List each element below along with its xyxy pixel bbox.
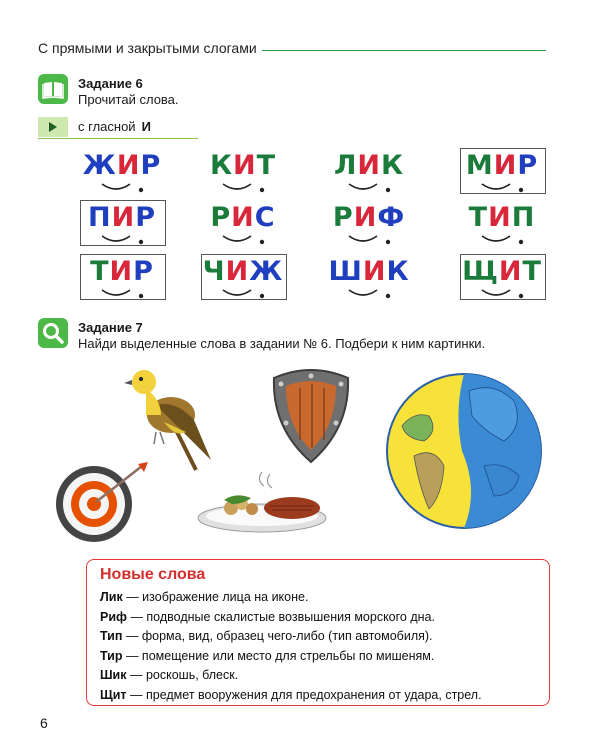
word-consonant: Л	[333, 150, 358, 181]
syllable-arc	[482, 290, 510, 295]
syllable-marks	[62, 150, 182, 198]
syllable-dot	[386, 188, 390, 192]
syllable-word	[183, 256, 303, 304]
bird-picture	[116, 360, 226, 475]
syllable-word	[183, 150, 303, 198]
word-consonant: П	[511, 202, 536, 233]
new-word-definition: — помещение или место для стрельбы по мишеням.	[122, 648, 435, 663]
new-word-entry	[100, 610, 435, 624]
word-consonant: К	[209, 150, 234, 181]
header-divider	[262, 50, 546, 51]
syllable-arc	[102, 290, 130, 295]
syllable-marks	[309, 202, 429, 250]
word-consonant: Ж	[249, 256, 284, 287]
word-consonant: Р	[332, 202, 354, 233]
magnifier-icon	[38, 318, 68, 348]
syllable-marks	[442, 202, 562, 250]
word-consonant: М	[465, 150, 494, 181]
vowel-band-letter: И	[141, 119, 151, 134]
task6-title: Задание 6	[78, 76, 143, 91]
word-consonant: П	[87, 202, 112, 233]
syllable-arc	[482, 184, 510, 189]
syllable-arc	[102, 184, 130, 189]
syllable-word	[442, 202, 562, 250]
syllable-arc	[349, 236, 377, 241]
syllable-word	[442, 256, 562, 304]
word-consonant: Р	[140, 150, 162, 181]
syllable-dot	[519, 240, 523, 244]
new-word-entry	[100, 590, 308, 604]
word-consonant: Р	[517, 150, 539, 181]
new-word-definition: — роскошь, блеск.	[126, 668, 239, 682]
target-picture	[54, 460, 150, 544]
vowel-band-text	[78, 119, 151, 134]
word-vowel: И	[233, 150, 257, 181]
word-consonant: Р	[210, 202, 232, 233]
globe-picture	[384, 371, 544, 531]
new-word-term: Шик	[100, 668, 127, 682]
new-word-term: Риф	[100, 609, 127, 624]
word-consonant: Ф	[377, 202, 406, 233]
word-vowel: И	[111, 202, 136, 233]
shield-picture	[266, 368, 356, 464]
page-number: 6	[40, 715, 48, 731]
syllable-marks	[183, 150, 303, 198]
word-consonant: К	[380, 150, 405, 181]
word-consonant: С	[254, 202, 276, 233]
word-vowel: И	[493, 150, 518, 181]
word-consonant: Т	[256, 150, 277, 181]
word-consonant: К	[386, 256, 410, 287]
syllable-arc	[102, 236, 130, 241]
syllable-dot	[519, 294, 523, 298]
syllable-marks	[62, 256, 182, 304]
new-word-entry	[100, 649, 434, 663]
syllable-word	[62, 150, 182, 198]
word-consonant: Р	[133, 256, 154, 287]
syllable-arc	[223, 184, 251, 189]
word-vowel: И	[225, 256, 250, 287]
syllable-marks	[62, 202, 182, 250]
word-consonant: Т	[90, 256, 110, 287]
syllable-marks	[442, 150, 562, 198]
syllable-dot	[386, 240, 390, 244]
word-vowel: И	[353, 202, 378, 233]
syllable-dot	[519, 188, 523, 192]
syllable-dot	[260, 188, 264, 192]
syllable-marks	[309, 150, 429, 198]
new-word-term: Тип	[100, 629, 123, 643]
vowel-band-prefix: с гласной	[78, 119, 136, 134]
syllable-dot	[260, 294, 264, 298]
word-consonant: Т	[468, 202, 489, 233]
section-title: С прямыми и закрытыми слогами	[38, 40, 257, 56]
book-icon	[38, 74, 68, 104]
syllable-word	[309, 256, 429, 304]
word-consonant: Р	[135, 202, 156, 233]
word-consonant: Ш	[328, 256, 363, 287]
new-word-definition: — подводные скалистые возвышения морского дна.	[126, 609, 435, 624]
new-word-entry	[100, 668, 238, 682]
word-consonant: Щ	[462, 256, 499, 287]
new-word-term: Тир	[100, 648, 123, 663]
new-word-definition: — форма, вид, образец чего-либо (тип автомобиля).	[122, 629, 433, 643]
syllable-dot	[139, 294, 143, 298]
word-vowel: И	[116, 150, 141, 181]
new-word-term: Щит	[100, 687, 127, 702]
syllable-word	[309, 150, 429, 198]
arrow-icon	[38, 117, 68, 137]
syllable-arc	[349, 184, 377, 189]
word-consonant: Ч	[202, 256, 226, 287]
word-consonant: Т	[522, 256, 542, 287]
new-word-entry	[100, 629, 433, 643]
syllable-marks	[183, 202, 303, 250]
new-word-definition: — предмет вооружения для предохранения от удара, стрел.	[126, 687, 482, 702]
syllable-arc	[349, 290, 377, 295]
dish-picture	[196, 470, 332, 536]
task7-title: Задание 7	[78, 320, 143, 335]
syllable-arc	[223, 236, 251, 241]
new-word-definition: — изображение лица на иконе.	[122, 590, 309, 604]
syllable-word	[183, 202, 303, 250]
word-vowel: И	[357, 150, 381, 181]
task7-text: Найди выделенные слова в задании № 6. Подбери к ним картинки.	[78, 336, 486, 351]
syllable-word	[442, 150, 562, 198]
syllable-dot	[386, 294, 390, 298]
new-word-term: Лик	[100, 590, 123, 604]
new-word-entry	[100, 688, 482, 702]
syllable-arc	[482, 236, 510, 241]
word-consonant: Ж	[82, 150, 117, 181]
word-vowel: И	[362, 256, 387, 287]
syllable-word	[309, 202, 429, 250]
syllable-marks	[309, 256, 429, 304]
new-words-title: Новые слова	[100, 566, 206, 583]
syllable-arc	[223, 290, 251, 295]
syllable-marks	[183, 256, 303, 304]
syllable-marks	[442, 256, 562, 304]
syllable-dot	[139, 188, 143, 192]
syllable-dot	[139, 240, 143, 244]
word-vowel: И	[109, 256, 134, 287]
syllable-word	[62, 256, 182, 304]
syllable-dot	[260, 240, 264, 244]
word-vowel: И	[498, 256, 523, 287]
word-vowel: И	[231, 202, 255, 233]
task6-text: Прочитай слова.	[78, 92, 179, 107]
syllable-word	[62, 202, 182, 250]
word-vowel: И	[488, 202, 512, 233]
